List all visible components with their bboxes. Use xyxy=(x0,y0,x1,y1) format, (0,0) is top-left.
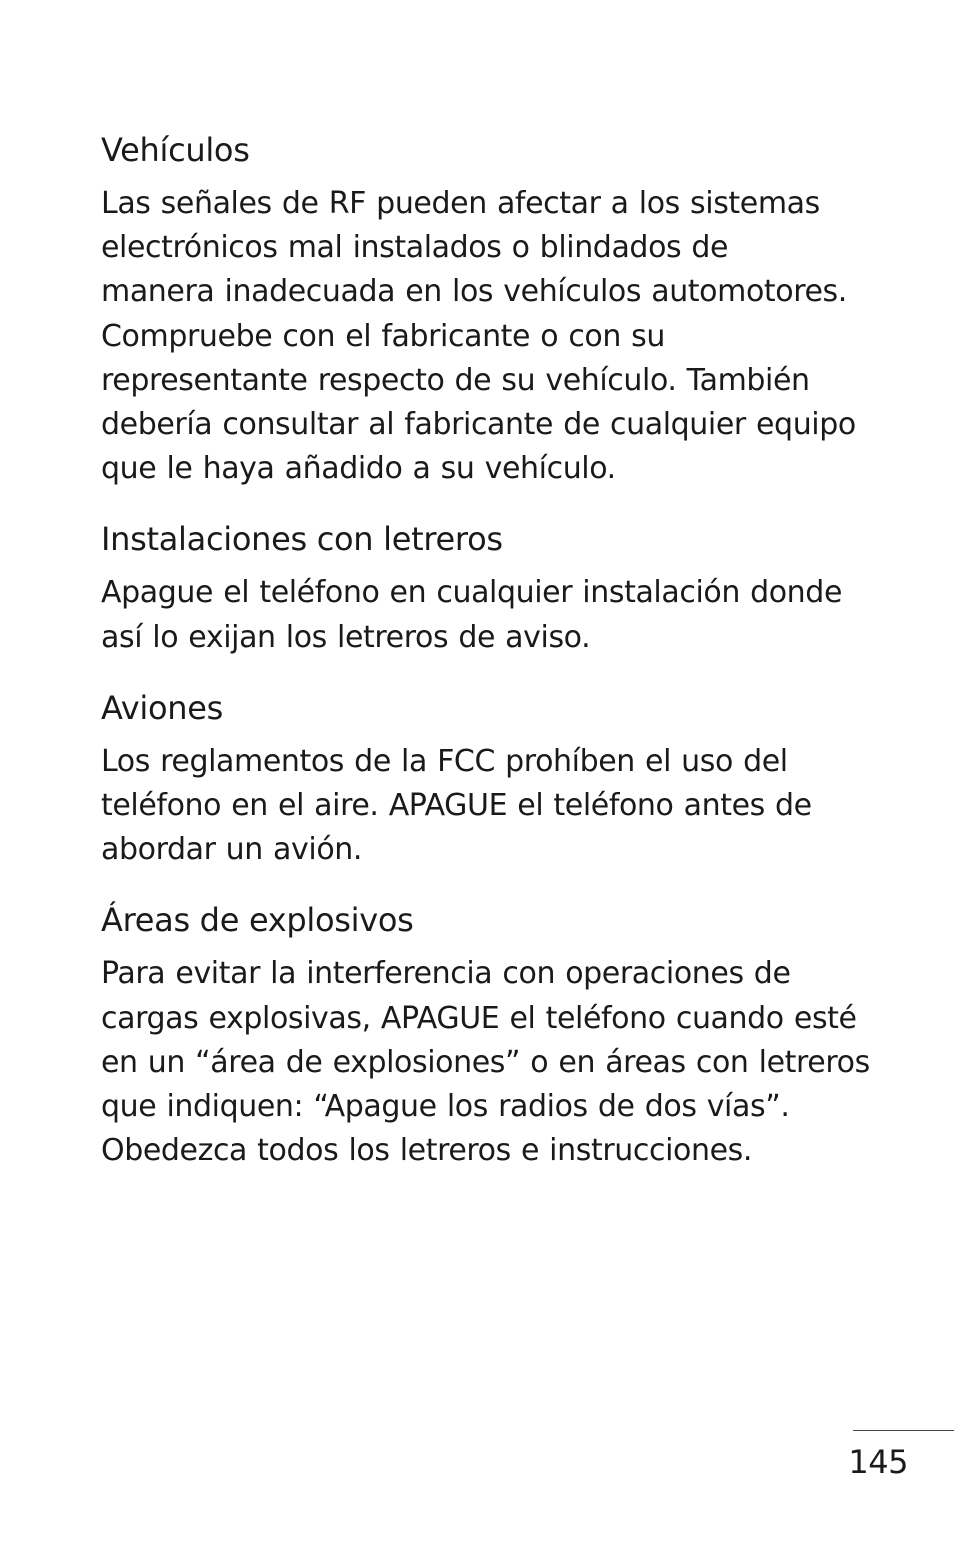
body-line: cargas explosivas, APAGUE el teléfono cuando esté xyxy=(101,1000,857,1036)
section-heading: Aviones xyxy=(101,688,223,727)
section-body xyxy=(101,182,901,491)
body-line: en un “área de explosiones” o en áreas con letreros xyxy=(101,1044,870,1080)
body-line: debería consultar al fabricante de cualquier equipo xyxy=(101,407,856,443)
body-line: que indiquen: “Apague los radios de dos vías”. xyxy=(101,1089,790,1125)
body-line: electrónicos mal instalados o blindados de xyxy=(101,230,729,266)
page-footer xyxy=(848,1430,954,1490)
body-line: Obedezca todos los letreros e instrucciones. xyxy=(101,1133,752,1169)
body-line: así lo exijan los letreros de aviso. xyxy=(101,619,591,655)
section-instalaciones xyxy=(101,517,901,659)
section-explosivos xyxy=(101,898,901,1173)
body-line: teléfono en el aire. APAGUE el teléfono antes de xyxy=(101,788,812,824)
section-body xyxy=(101,571,901,659)
body-line: abordar un avión. xyxy=(101,832,363,868)
section-heading: Áreas de explosivos xyxy=(101,901,414,940)
section-body xyxy=(101,952,901,1173)
body-line: Compruebe con el fabricante o con su xyxy=(101,318,665,354)
body-line: Apague el teléfono en cualquier instalación donde xyxy=(101,575,842,611)
footer-divider xyxy=(853,1430,954,1431)
section-heading: Vehículos xyxy=(101,131,250,169)
body-line: manera inadecuada en los vehículos automotores. xyxy=(101,274,847,310)
section-vehiculos xyxy=(101,128,901,491)
page-content xyxy=(101,128,901,1199)
body-line: Para evitar la interferencia con operaciones de xyxy=(101,956,791,992)
body-line: Las señales de RF pueden afectar a los sistemas xyxy=(101,186,820,221)
section-heading: Instalaciones con letreros xyxy=(101,520,503,559)
body-line: que le haya añadido a su vehículo. xyxy=(101,451,616,487)
body-line: Los reglamentos de la FCC prohíben el uso del xyxy=(101,743,788,779)
section-body xyxy=(101,740,901,873)
page-number: 145 xyxy=(848,1443,908,1481)
section-aviones xyxy=(101,686,901,873)
body-line: representante respecto de su vehículo. También xyxy=(101,362,810,398)
